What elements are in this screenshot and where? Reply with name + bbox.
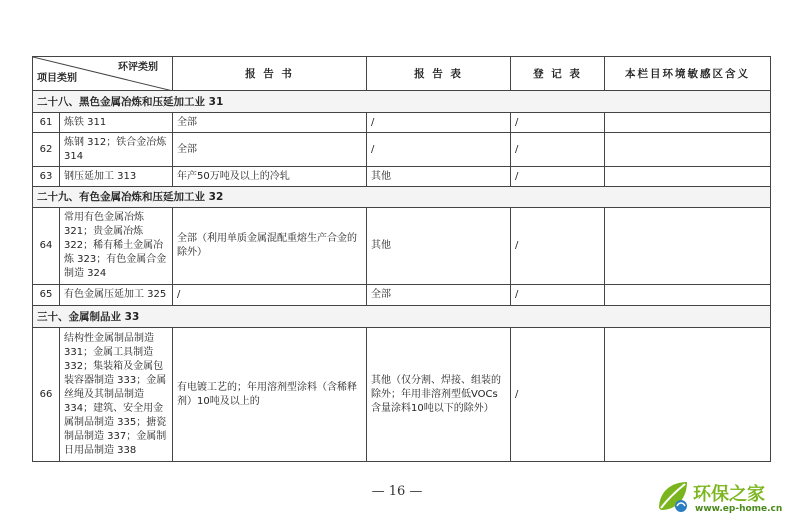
report-book-cell: 年产50万吨及以上的冷轧	[173, 167, 367, 187]
eia-category-label: 环评类别	[118, 62, 158, 73]
registration-cell: /	[511, 167, 605, 187]
project-category: 炼铁 311	[60, 113, 173, 133]
section-row	[33, 187, 771, 208]
row-number: 61	[33, 113, 60, 133]
section-row	[33, 91, 771, 113]
report-book-cell: 全部	[173, 133, 367, 167]
table-row	[33, 285, 771, 306]
report-form-cell: 其他	[367, 167, 511, 187]
watermark-url: www.ep-home.cn	[695, 504, 783, 514]
registration-cell: /	[511, 133, 605, 167]
report-book-cell: 全部（利用单质金属混配重熔生产合金的除外）	[173, 208, 367, 285]
sensitive-area-cell	[605, 113, 771, 133]
table-row	[33, 133, 771, 167]
sensitive-area-cell	[605, 167, 771, 187]
sensitive-area-cell	[605, 133, 771, 167]
section-title: 二十九、有色金属冶炼和压延加工业 32	[33, 187, 771, 208]
report-form-cell: 全部	[367, 285, 511, 306]
report-form-cell: 其他（仅分割、焊接、组装的除外；年用非溶剂型低VOCs含量涂料10吨以下的除外）	[367, 328, 511, 462]
project-category: 有色金属压延加工 325	[60, 285, 173, 306]
report-book-cell: 全部	[173, 113, 367, 133]
row-number: 63	[33, 167, 60, 187]
table-row	[33, 208, 771, 285]
table-row	[33, 167, 771, 187]
watermark-name: 环保之家	[693, 484, 765, 505]
sensitive-area-cell	[605, 208, 771, 285]
report-form-cell: /	[367, 133, 511, 167]
header-registration-form: 登 记 表	[511, 57, 605, 91]
project-category: 炼钢 312；铁合金冶炼 314	[60, 133, 173, 167]
section-title: 二十八、黑色金属冶炼和压延加工业 31	[33, 91, 771, 113]
project-category-label: 项目类别	[37, 73, 77, 84]
report-book-cell: 有电镀工艺的；年用溶剂型涂料（含稀释剂）10吨及以上的	[173, 328, 367, 462]
project-category: 常用有色金属冶炼 321；贵金属冶炼 322；稀有稀土金属冶炼 323；有色金属合金制造 324	[60, 208, 173, 285]
row-number: 66	[33, 328, 60, 462]
header-sensitive-area: 本栏目环境敏感区含义	[605, 57, 771, 91]
classification-table	[32, 56, 771, 462]
diagonal-header-cell	[33, 57, 173, 91]
row-number: 64	[33, 208, 60, 285]
page-number: — 16 —	[371, 484, 423, 499]
project-category: 钢压延加工 313	[60, 167, 173, 187]
registration-cell: /	[511, 328, 605, 462]
report-book-cell: /	[173, 285, 367, 306]
table-row	[33, 328, 771, 462]
sensitive-area-cell	[605, 328, 771, 462]
watermark-logo	[655, 478, 794, 520]
table-header-row	[33, 57, 771, 91]
section-row	[33, 306, 771, 328]
registration-cell: /	[511, 113, 605, 133]
registration-cell: /	[511, 285, 605, 306]
row-number: 62	[33, 133, 60, 167]
report-form-cell: 其他	[367, 208, 511, 285]
header-report-form: 报 告 表	[367, 57, 511, 91]
header-report-book: 报 告 书	[173, 57, 367, 91]
registration-cell: /	[511, 208, 605, 285]
section-title: 三十、金属制品业 33	[33, 306, 771, 328]
sensitive-area-cell	[605, 285, 771, 306]
green-leaf-logo-icon	[655, 478, 691, 514]
row-number: 65	[33, 285, 60, 306]
table-row	[33, 113, 771, 133]
report-form-cell: /	[367, 113, 511, 133]
project-category: 结构性金属制品制造 331；金属工具制造 332；集装箱及金属包装容器制造 333；金属丝绳及其制品制造 334；建筑、安全用金属制品制造 335；搪瓷制品制造 337；金属制日用品制造 338	[60, 328, 173, 462]
